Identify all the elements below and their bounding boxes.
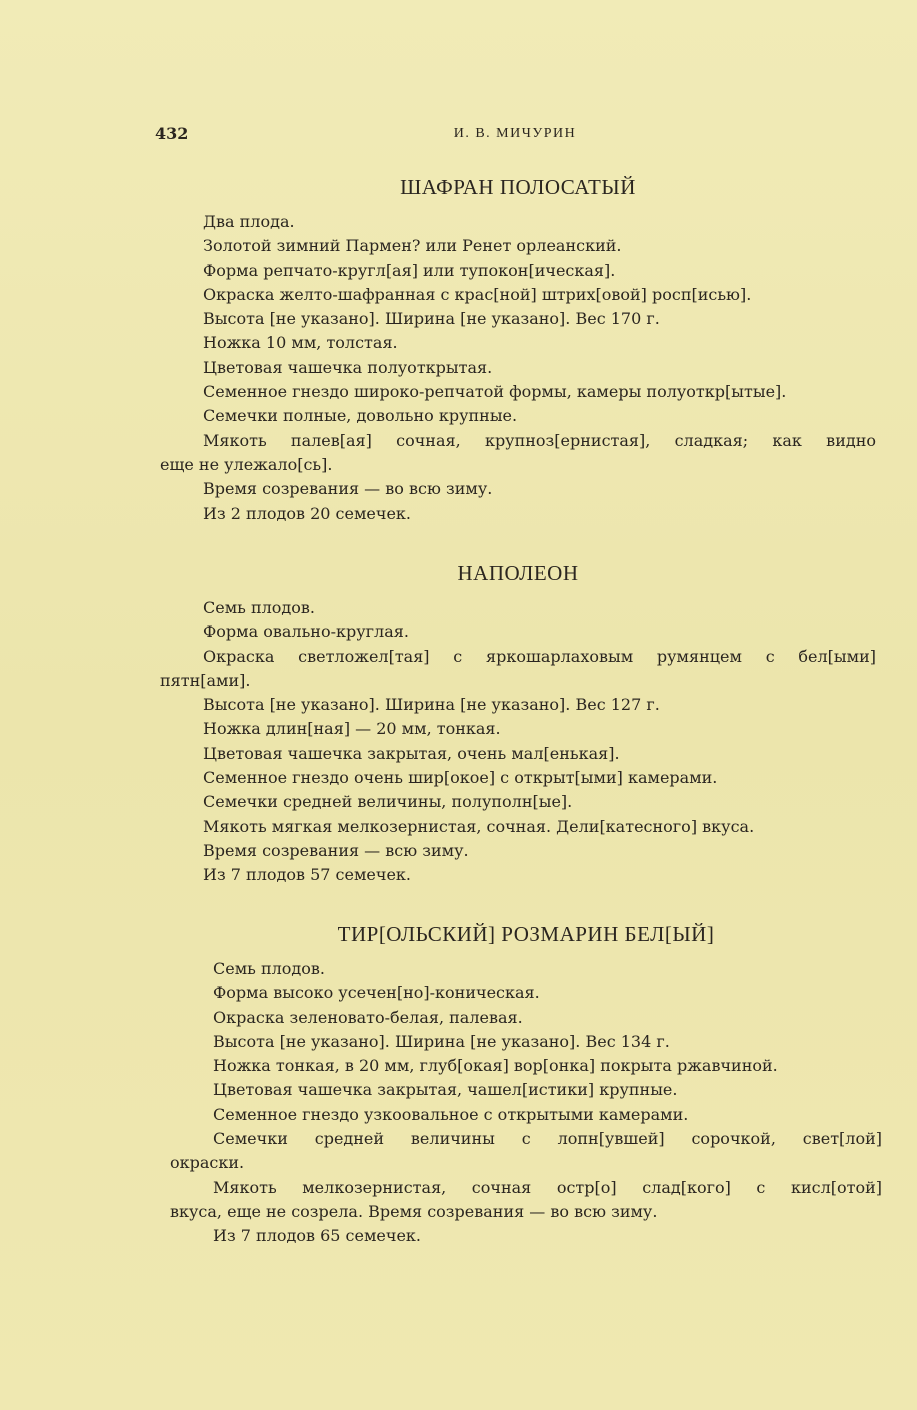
text-line: Ножка 10 мм, толстая. — [203, 333, 398, 353]
text-line: Высота [не указано]. Ширина [не указано]. Вес 127 г. — [203, 695, 660, 715]
text-line: Семечки средней величины, полуполн[ые]. — [203, 792, 573, 812]
text-line: Семечки средней величины с лопн[увшей] сорочкой, свет[лой] — [213, 1129, 882, 1149]
text-line: Семенное гнездо широко-репчатой формы, камеры полуоткр[ытые]. — [203, 382, 787, 402]
text-line: Форма овально-круглая. — [203, 622, 409, 642]
text-line: Время созревания — всю зиму. — [203, 840, 469, 860]
text-line: Окраска желто-шафранная с крас[ной] штрих[овой] росп[исью]. — [203, 284, 752, 304]
text-line: Форма высоко усечен[но]-коническая. — [213, 983, 540, 1003]
text-line: Семь плодов. — [203, 598, 315, 617]
page-number: 432 — [155, 124, 189, 143]
text-line: Цветовая чашечка полуоткрытая. — [203, 357, 493, 377]
text-line: Семенное гнездо узкоовальное с открытыми камерами. — [213, 1104, 689, 1124]
text-line: вкуса, еще не созрела. Время созревания — во всю зиму. — [170, 1201, 658, 1221]
text-line: Окраска зеленовато-белая, палевая. — [213, 1007, 523, 1027]
text-line: Мякоть мелкозернистая, сочная остр[о] слад[кого] с кисл[отой] — [213, 1177, 882, 1197]
text-line: Золотой зимний Пармен? или Ренет орлеанский. — [203, 236, 622, 256]
text-line: окраски. — [170, 1153, 245, 1173]
text-line: Цветовая чашечка закрытая, очень мал[енькая]. — [203, 743, 620, 763]
running-header — [155, 124, 875, 148]
text-line: Высота [не указано]. Ширина [не указано]. Вес 170 г. — [203, 309, 660, 329]
text-line: Семенное гнездо очень шир[окое] с открыт[ыми] камерами. — [203, 768, 718, 788]
section-title: ТИР[ОЛЬСКИЙ] РОЗМАРИН БЕЛ[ЫЙ] — [337, 922, 715, 946]
text-line: Окраска светложел[тая] с яркошарлаховым румянцем с бел[ыми] — [203, 646, 876, 666]
text-line: Время созревания — во всю зиму. — [203, 479, 493, 499]
text-line: Два плода. — [203, 212, 295, 231]
text-line: Семь плодов. — [213, 959, 325, 978]
text-line: Из 7 плодов 65 семечек. — [213, 1226, 421, 1246]
text-line: Мякоть мягкая мелкозернистая, сочная. Дели[катесного] вкуса. — [203, 816, 755, 836]
text-line: Мякоть палев[ая] сочная, крупноз[ернистая], сладкая; как видно — [203, 430, 876, 450]
text-line: Семечки полные, довольно крупные. — [203, 406, 518, 426]
text-line: пятн[ами]. — [160, 670, 251, 690]
text-line: Из 2 плодов 20 семечек. — [203, 503, 411, 523]
section-tirolsky-rozmarin — [170, 922, 882, 1249]
section-title: НАПОЛЕОН — [457, 561, 579, 585]
text-line: Цветовая чашечка закрытая, чашел[истики] крупные. — [213, 1080, 678, 1100]
section-shafran — [160, 175, 876, 526]
section-title: ШАФРАН ПОЛОСАТЫЙ — [400, 175, 636, 199]
text-line: Высота [не указано]. Ширина [не указано]. Вес 134 г. — [213, 1031, 670, 1051]
text-line: Ножка длин[ная] — 20 мм, тонкая. — [203, 719, 501, 739]
text-line: Форма репчато-кругл[ая] или тупокон[ическая]. — [203, 260, 616, 280]
running-title: И. В. МИЧУРИН — [453, 126, 577, 141]
text-line: Ножка тонкая, в 20 мм, глуб[окая] вор[онка] покрыта ржавчиной. — [213, 1056, 778, 1076]
text-line: Из 7 плодов 57 семечек. — [203, 865, 411, 885]
section-napoleon — [160, 561, 876, 888]
text-line: еще не улежало[сь]. — [160, 454, 333, 474]
